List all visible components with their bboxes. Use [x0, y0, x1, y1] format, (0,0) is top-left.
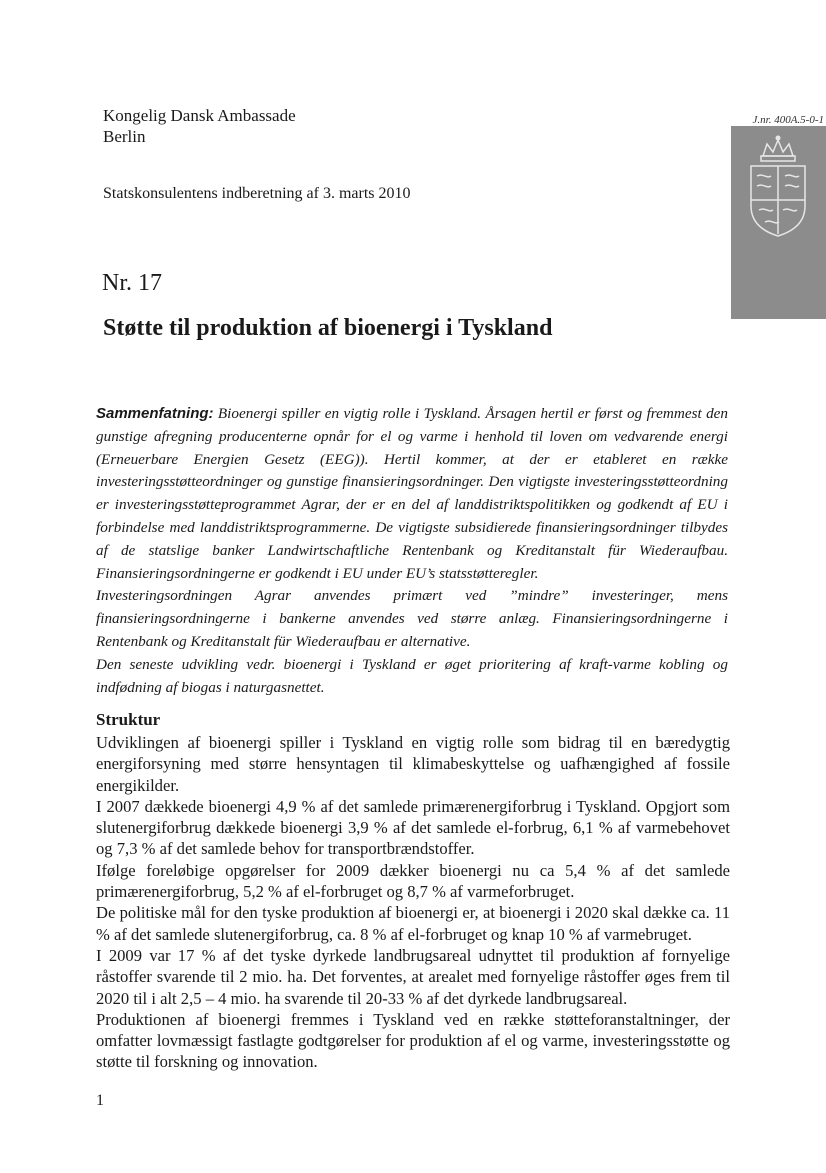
summary-paragraph-2: Investeringsordningen Agrar anvendes primært ved ”mindre” investeringer, mens finansieringsordningerne i bankerne anvendes ved større anlæg. Finansieringsordningerne i Rentenbank og Kreditanstalt für Wiederaufbau er alternative. [96, 587, 728, 650]
report-line: Statskonsulentens indberetning af 3. marts 2010 [103, 185, 411, 202]
page-number: 1 [96, 1092, 104, 1109]
coat-of-arms-icon [731, 126, 826, 319]
sender-name: Kongelig Dansk Ambassade [103, 106, 296, 125]
body-paragraph-5: I 2009 var 17 % af det tyske dyrkede landbrugsareal udnyttet til produktion af fornyelige råstoffer svarende til 2 mio. ha. Det forventes, at arealet med fornyelige råstoffer øges frem til 2020 til i alt 2,5 – 4 mio. ha svarende til 20-33 % af det dyrkede landbrugsareal. [96, 945, 730, 1008]
summary-paragraph-1 [96, 403, 728, 585]
summary-paragraph-3: Den seneste udvikling vedr. bioenergi i Tyskland er øget prioritering af kraft-varme kobling og indfødning af biogas i naturgasnettet. [96, 655, 728, 696]
journal-number: J.nr. 400A.5-0-1 [752, 114, 824, 126]
body-paragraph-1: Udviklingen af bioenergi spiller i Tyskland en vigtig rolle som bidrag til en bæredygtig energiforsyning med større hensyntagen til klimabeskyttelse og uafhængighed af fossile energikilder. [96, 733, 730, 795]
body-paragraph-2: I 2007 dækkede bioenergi 4,9 % af det samlede primærenergiforbrug i Tyskland. Opgjort som slutenergiforbrug dækkede bioenergi 3,9 % af det samlede el-forbrug, 6,1 % af varmebehovet og 7,3 % af det samlede behov for transportbrændstoffer. [96, 796, 730, 859]
document-number: Nr. 17 [102, 270, 162, 296]
sender-block [103, 105, 296, 147]
summary-lead: Sammenfatning: [96, 405, 214, 422]
body-paragraph-3: Ifølge foreløbige opgørelser for 2009 dækker bioenergi nu ca 5,4 % af det samlede primærenergiforbrug, 5,2 % af el-forbruget og 8,7 % af varmeforbruget. [96, 860, 730, 902]
structure-section [96, 732, 730, 1073]
sender-city: Berlin [103, 127, 146, 146]
body-paragraph-4: De politiske mål for den tyske produktion af bioenergi er, at bioenergi i 2020 skal dække ca. 11 % af det samlede slutenergiforbrug, ca. 8 % af el-forbruget og knap 10 % af varmebruget. [96, 903, 730, 944]
page-title: Støtte til produktion af bioenergi i Tyskland [103, 315, 553, 341]
summary-text-1: Bioenergi spiller en vigtig rolle i Tyskland. Årsagen hertil er først og fremmest den gunstige afregning producenterne opnår for el og varme i henhold til loven om vedvarende energi (Erneuerbare Energien Gesetz (EEG)). Hertil kommer, at der er etableret en række investeringsstøtteordninger og gunstige finansieringsordninger. Den vigtigste investeringsstøtteordning er investeringsstøtteprogrammet Agrar, der er en del af landdistriktspolitikken og godkendt af EU i forbindelse med landdistriktsprogrammerne. De vigtigste subsidierede finansieringsordninger tilbydes af de statslige banker Landwirtschaftliche Rentenbank og Kreditanstalt für Wiederaufbau. Finansieringsordningerne er godkendt i EU under EU’s statsstøtteregler. [96, 405, 729, 582]
coat-of-arms-panel [731, 126, 826, 319]
section-heading-struktur: Struktur [96, 710, 161, 729]
summary-section [96, 403, 728, 699]
body-paragraph-6: Produktionen af bioenergi fremmes i Tyskland ved en række støtteforanstaltninger, der omfatter lovmæssigt fastlagte godtgørelser for produktion af el og varme, investeringsstøtte og støtte til forskning og innovation. [96, 1009, 730, 1072]
